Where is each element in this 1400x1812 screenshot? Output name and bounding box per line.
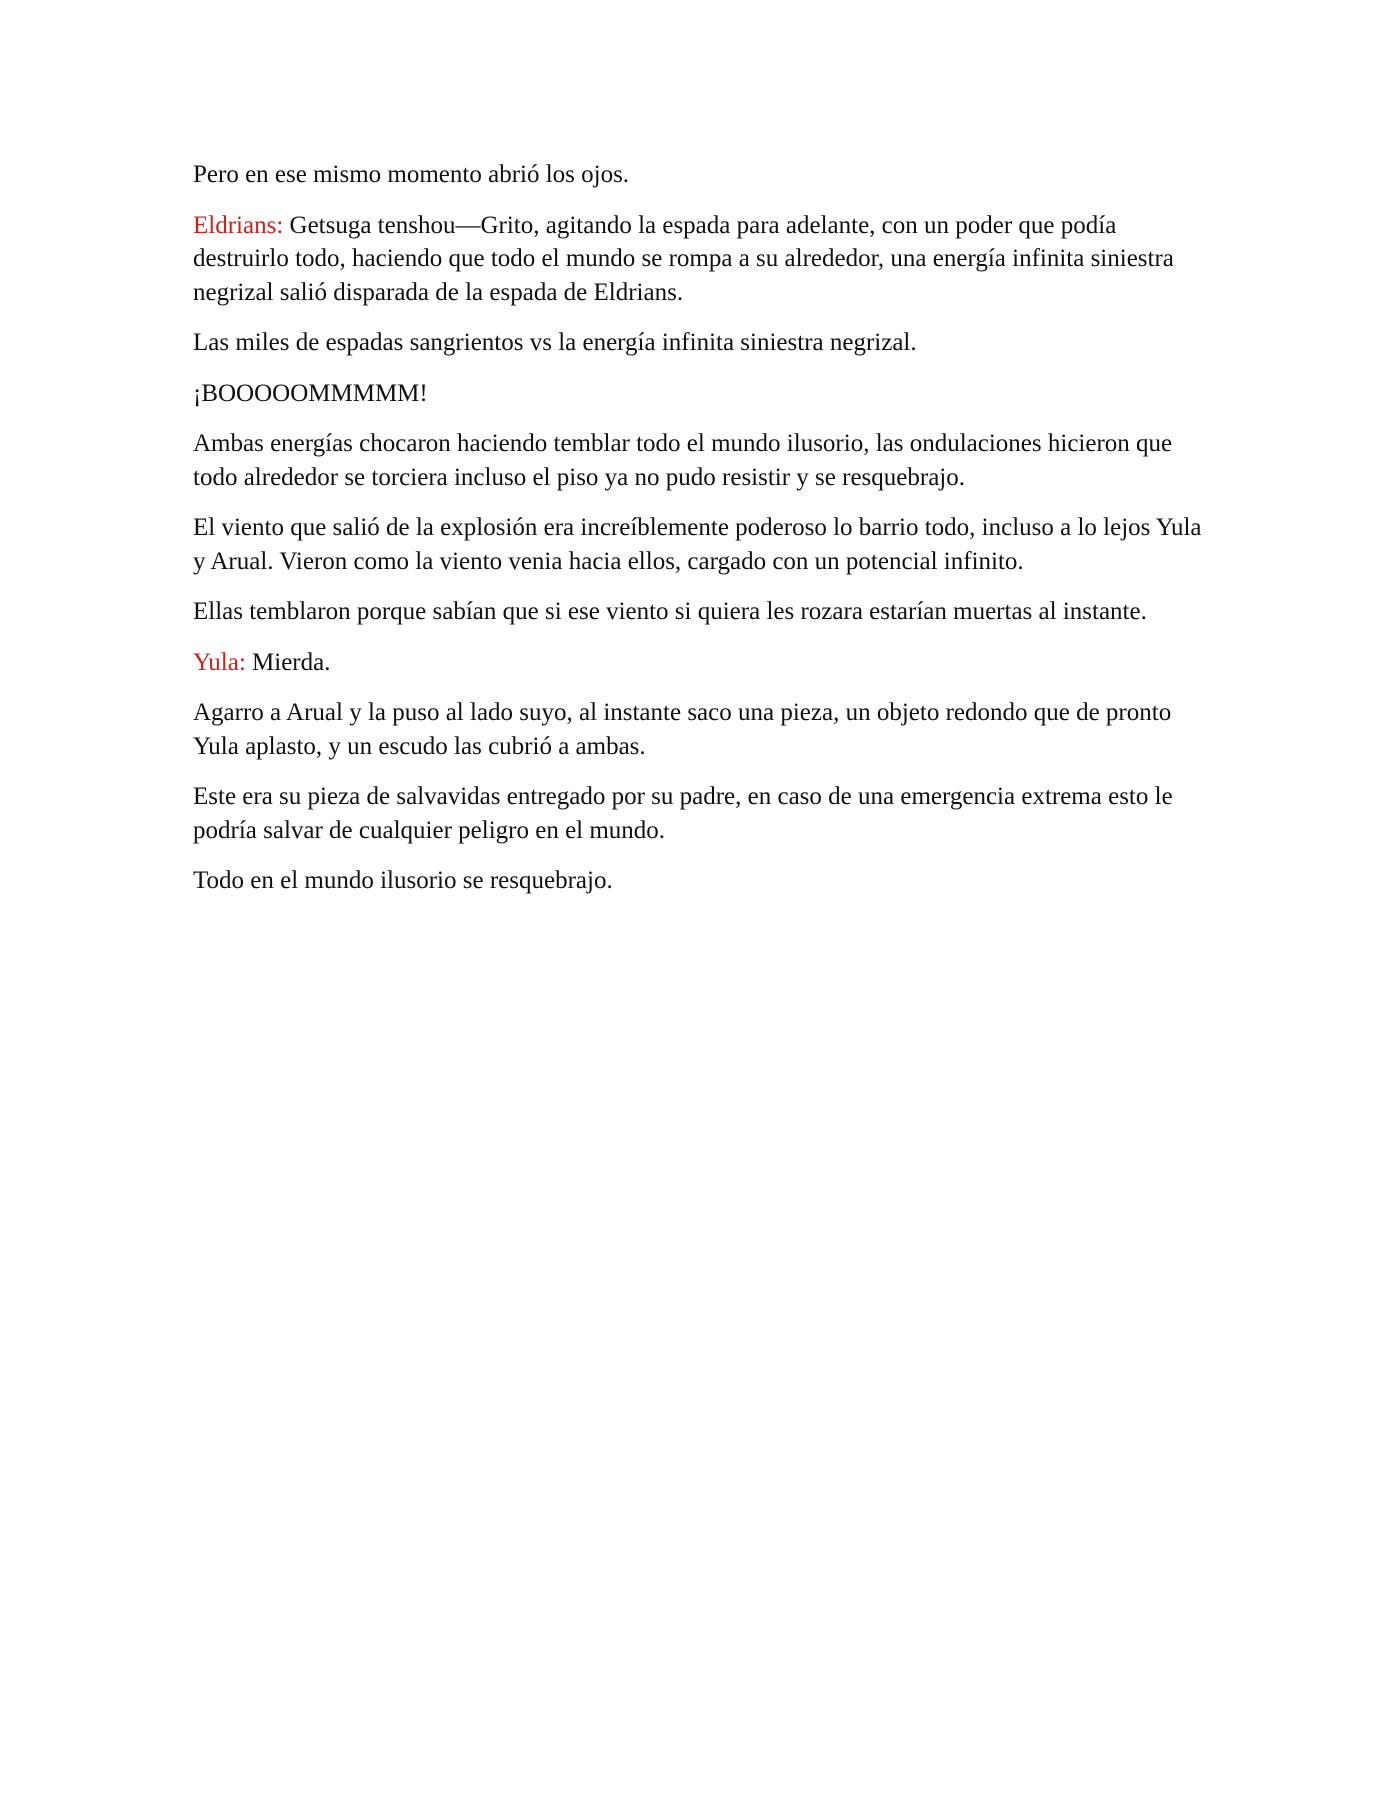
dialogue-text: Getsuga tenshou—Grito, agitando la espada para adelante, con un poder que podía destruirlo todo, haciendo que todo el mundo se rompa a su alrededor, una energía infinita siniestra negrizal salió disparada de la espada de Eldrians. (193, 211, 1174, 306)
paragraph (193, 427, 1213, 494)
paragraph (193, 326, 1213, 360)
paragraph (193, 158, 1213, 192)
paragraph-text: Agarro a Arual y la puso al lado suyo, al instante saco una pieza, un objeto redondo que de pronto Yula aplasto, y un escudo las cubrió a ambas. (193, 699, 1172, 760)
paragraph-text: Las miles de espadas sangrientos vs la energía infinita siniestra negrizal. (193, 329, 917, 356)
paragraph (193, 377, 1213, 411)
paragraph (193, 511, 1213, 578)
paragraph-text: Este era su pieza de salvavidas entregado por su padre, en caso de una emergencia extrema esto le podría salvar de cualquier peligro en el mundo. (193, 783, 1173, 844)
paragraph-text: ¡BOOOOOMMMMM! (193, 379, 428, 407)
paragraph-text: Pero en ese mismo momento abrió los ojos. (193, 161, 630, 188)
paragraph (193, 696, 1213, 763)
speaker-name: Yula: (193, 648, 246, 676)
paragraph-text: Todo en el mundo ilusorio se resquebrajo. (193, 867, 613, 894)
paragraph-text: Ellas temblaron porque sabían que si ese viento si quiera les rozara estarían muertas al instante. (193, 598, 1147, 625)
document-body (193, 158, 1213, 915)
paragraph (193, 595, 1213, 629)
speaker-name: Eldrians: (193, 211, 284, 239)
paragraph (193, 864, 1213, 898)
paragraph (193, 780, 1213, 847)
paragraph-text: Ambas energías chocaron haciendo temblar todo el mundo ilusorio, las ondulaciones hicieron que todo alrededor se torciera incluso el piso ya no pudo resistir y se resquebrajo. (193, 430, 1173, 491)
paragraph-text: El viento que salió de la explosión era increíblemente poderoso lo barrio todo, incluso a lo lejos Yula y Arual. Vieron como la viento venia hacia ellos, cargado con un potencial infinito. (193, 514, 1202, 575)
dialogue-paragraph (193, 209, 1213, 310)
dialogue-text: Mierda. (245, 648, 331, 676)
dialogue-paragraph (193, 646, 1213, 680)
